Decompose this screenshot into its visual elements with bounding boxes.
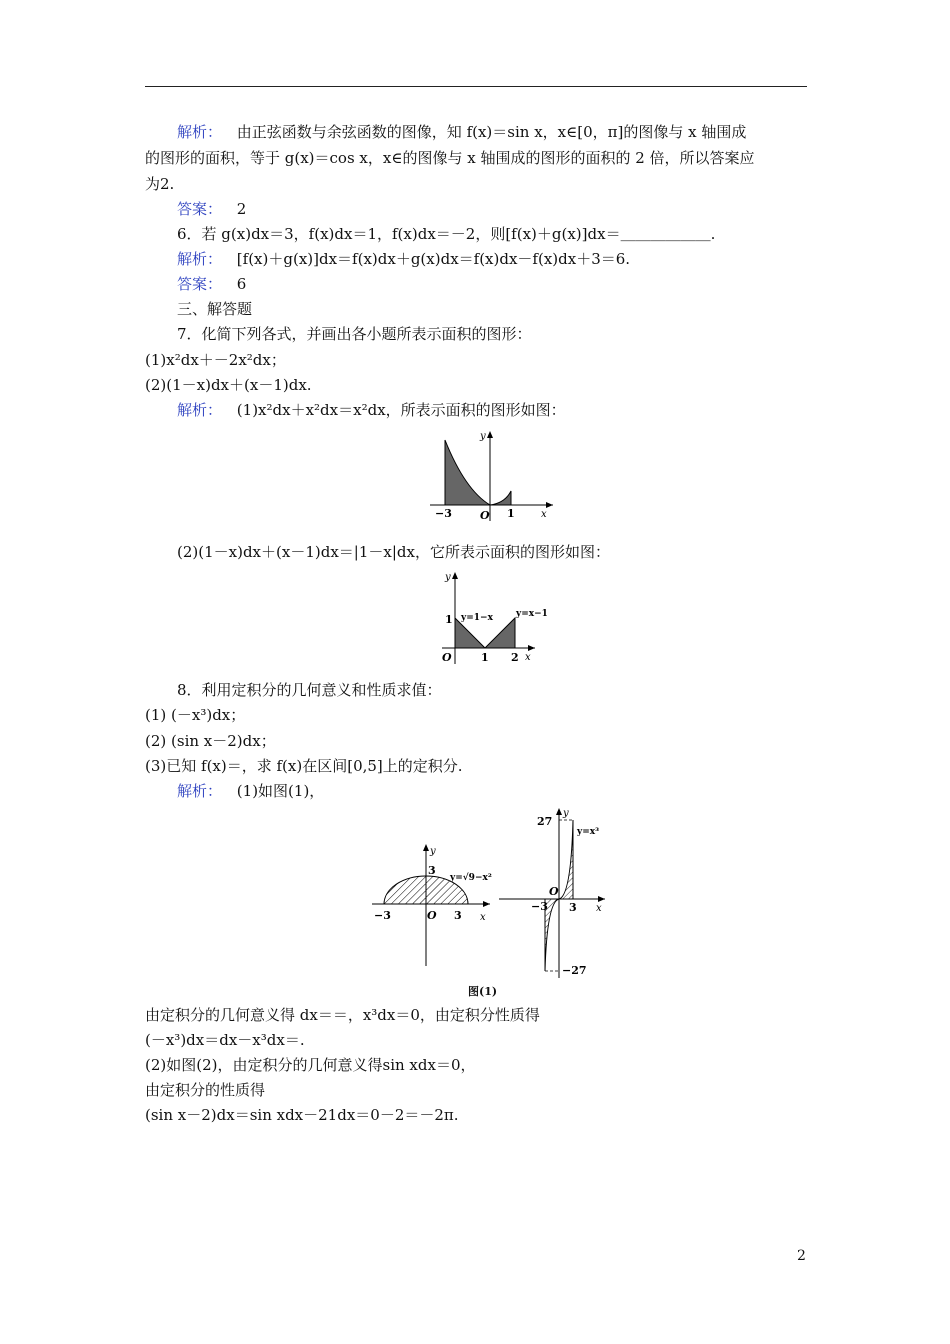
tick-label: 27 xyxy=(537,815,553,828)
figure-semicircle xyxy=(370,840,495,970)
y-axis-label: y xyxy=(480,431,486,442)
solution-label: 解析： xyxy=(177,250,223,268)
answer-value: 2 xyxy=(236,200,247,218)
tick-label: 3 xyxy=(569,901,577,914)
solution-text: (1)x²dx＋x²dx＝x²dx，所表示面积的图形如图： xyxy=(236,401,566,419)
question-6: 6．若 g(x)dx＝3，f(x)dx＝1，f(x)dx＝－2，则[f(x)＋g(x)]dx＝＿＿＿＿＿＿. xyxy=(177,225,716,243)
answer-line-6 xyxy=(177,274,246,294)
question-8-part-2: (2) (sin x－2)dx； xyxy=(145,732,276,750)
origin-label: O xyxy=(549,885,559,898)
solution-label: 解析： xyxy=(177,782,223,800)
line-label: y=x−1 xyxy=(516,609,548,619)
solution-6 xyxy=(177,249,630,269)
figure-abs-area xyxy=(437,568,548,668)
y-axis-label: y xyxy=(445,572,451,583)
tick-label: 1 xyxy=(445,613,453,626)
answer-label: 答案： xyxy=(177,200,223,218)
answer-value: 6 xyxy=(236,275,247,293)
y-axis-label: y xyxy=(563,808,569,819)
header-rule xyxy=(145,86,807,87)
curve-label: y=√9−x² xyxy=(450,873,492,883)
solution-8-line-2: (－x³)dx＝dx－x³dx＝. xyxy=(145,1031,305,1049)
line-label: y=1−x xyxy=(461,613,493,623)
solution-8-line-3: (2)如图(2)，由定积分的几何意义得sin xdx＝0， xyxy=(145,1056,476,1074)
question-7: 7．化简下列各式，并画出各小题所表示面积的图形： xyxy=(177,325,532,343)
solution-text: 由正弦函数与余弦函数的图像，知 f(x)＝sin x，x∈[0，π]的图像与 x 轴围成 xyxy=(236,123,747,141)
solution-8-line-5: (sin x－2)dx＝sin xdx－21dx＝0－2＝－2π. xyxy=(145,1106,459,1124)
tick-label: −3 xyxy=(374,909,391,922)
solution-7 xyxy=(177,400,566,420)
page-number: 2 xyxy=(797,1248,806,1264)
tick-label: 1 xyxy=(507,507,515,520)
solution-8 xyxy=(177,781,324,801)
question-8-part-3: (3)已知 f(x)＝，求 f(x)在区间[0,5]上的定积分. xyxy=(145,757,463,775)
figure-x-squared-area xyxy=(425,425,560,525)
solution-line-1 xyxy=(177,122,746,142)
tick-label: −3 xyxy=(531,900,548,913)
figure-cubic xyxy=(497,806,612,981)
x-axis-label: x xyxy=(480,912,486,923)
curve-label: y=x³ xyxy=(577,827,600,837)
question-8-part-1: (1) (－x³)dx； xyxy=(145,706,246,724)
solution-8-line-4: 由定积分的性质得 xyxy=(145,1081,266,1099)
solution-8-line-1: 由定积分的几何意义得 dx＝＝，x³dx＝0，由定积分性质得 xyxy=(145,1006,540,1024)
tick-label: 1 xyxy=(481,651,489,664)
solution-7-part-2: (2)(1－x)dx＋(x－1)dx＝|1－x|dx，它所表示面积的图形如图： xyxy=(177,543,610,561)
origin-label: O xyxy=(442,651,452,664)
solution-line-2: 的图形的面积，等于 g(x)＝cos x，x∈的图像与 x 轴围成的图形的面积的 2 倍，所以答案应 xyxy=(145,149,755,167)
x-axis-label: x xyxy=(541,509,547,520)
solution-text: [f(x)＋g(x)]dx＝f(x)dx＋g(x)dx＝f(x)dx－f(x)dx＋3＝6. xyxy=(236,250,631,268)
question-7-part-2: (2)(1－x)dx＋(x－1)dx. xyxy=(145,376,312,394)
tick-label: 3 xyxy=(454,909,462,922)
answer-label: 答案： xyxy=(177,275,223,293)
y-axis-label: y xyxy=(430,846,436,857)
question-7-part-1: (1)x²dx＋－2x²dx； xyxy=(145,351,286,369)
figure-caption: 图(1) xyxy=(468,985,498,998)
tick-label: −27 xyxy=(562,964,587,977)
origin-label: O xyxy=(427,909,437,922)
answer-line-5 xyxy=(177,199,246,219)
solution-text: (1)如图(1)， xyxy=(236,782,325,800)
section-heading: 三、解答题 xyxy=(177,300,253,318)
x-axis-label: x xyxy=(596,903,602,914)
tick-label: 3 xyxy=(428,864,436,877)
origin-label: O xyxy=(480,509,490,522)
solution-label: 解析： xyxy=(177,123,223,141)
solution-line-3: 为2. xyxy=(145,175,175,193)
tick-label: −3 xyxy=(435,507,452,520)
x-axis-label: x xyxy=(525,652,531,663)
tick-label: 2 xyxy=(511,651,519,664)
question-8: 8．利用定积分的几何意义和性质求值： xyxy=(177,681,442,699)
solution-label: 解析： xyxy=(177,401,223,419)
